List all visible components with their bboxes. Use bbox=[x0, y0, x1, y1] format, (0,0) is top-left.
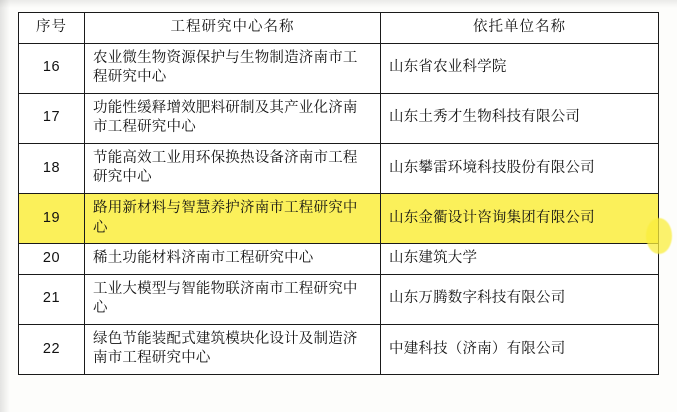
row-org-name: 山东攀雷环境科技股份有限公司 bbox=[381, 143, 659, 193]
header-cell-no: 序号 bbox=[19, 13, 85, 44]
table-row bbox=[19, 274, 659, 324]
table-body bbox=[19, 43, 659, 374]
table-header bbox=[19, 13, 659, 44]
table-header-row bbox=[19, 13, 659, 44]
row-number: 22 bbox=[19, 324, 85, 374]
page-shadow-top bbox=[0, 0, 677, 8]
row-number: 18 bbox=[19, 143, 85, 193]
row-center-name: 功能性缓释增效肥料研制及其产业化济南市工程研究中心 bbox=[85, 93, 381, 143]
engineering-research-center-table bbox=[18, 12, 659, 375]
row-org-name: 山东土秀才生物科技有限公司 bbox=[381, 93, 659, 143]
row-number: 17 bbox=[19, 93, 85, 143]
table-row bbox=[19, 93, 659, 143]
row-center-name: 路用新材料与智慧养护济南市工程研究中心 bbox=[85, 193, 381, 243]
row-org-name: 山东建筑大学 bbox=[381, 244, 659, 275]
row-center-name: 节能高效工业用环保换热设备济南市工程研究中心 bbox=[85, 143, 381, 193]
page-shadow-left bbox=[0, 0, 10, 412]
row-center-name: 农业微生物资源保护与生物制造济南市工程研究中心 bbox=[85, 43, 381, 93]
table-row bbox=[19, 324, 659, 374]
row-number: 20 bbox=[19, 244, 85, 275]
table-row-highlighted bbox=[19, 193, 659, 243]
table-container bbox=[18, 12, 658, 375]
row-center-name: 稀土功能材料济南市工程研究中心 bbox=[85, 244, 381, 275]
table-row bbox=[19, 43, 659, 93]
row-center-name: 工业大模型与智能物联济南市工程研究中心 bbox=[85, 274, 381, 324]
table-row bbox=[19, 143, 659, 193]
row-org-name: 山东金衢设计咨询集团有限公司 bbox=[381, 193, 659, 243]
row-org-name: 山东省农业科学院 bbox=[381, 43, 659, 93]
header-cell-center-name: 工程研究中心名称 bbox=[85, 13, 381, 44]
row-center-name: 绿色节能装配式建筑模块化设计及制造济南市工程研究中心 bbox=[85, 324, 381, 374]
table-row bbox=[19, 244, 659, 275]
row-number: 21 bbox=[19, 274, 85, 324]
row-org-name: 中建科技（济南）有限公司 bbox=[381, 324, 659, 374]
row-org-name: 山东万腾数字科技有限公司 bbox=[381, 274, 659, 324]
row-number: 19 bbox=[19, 193, 85, 243]
header-cell-org-name: 依托单位名称 bbox=[381, 13, 659, 44]
row-number: 16 bbox=[19, 43, 85, 93]
